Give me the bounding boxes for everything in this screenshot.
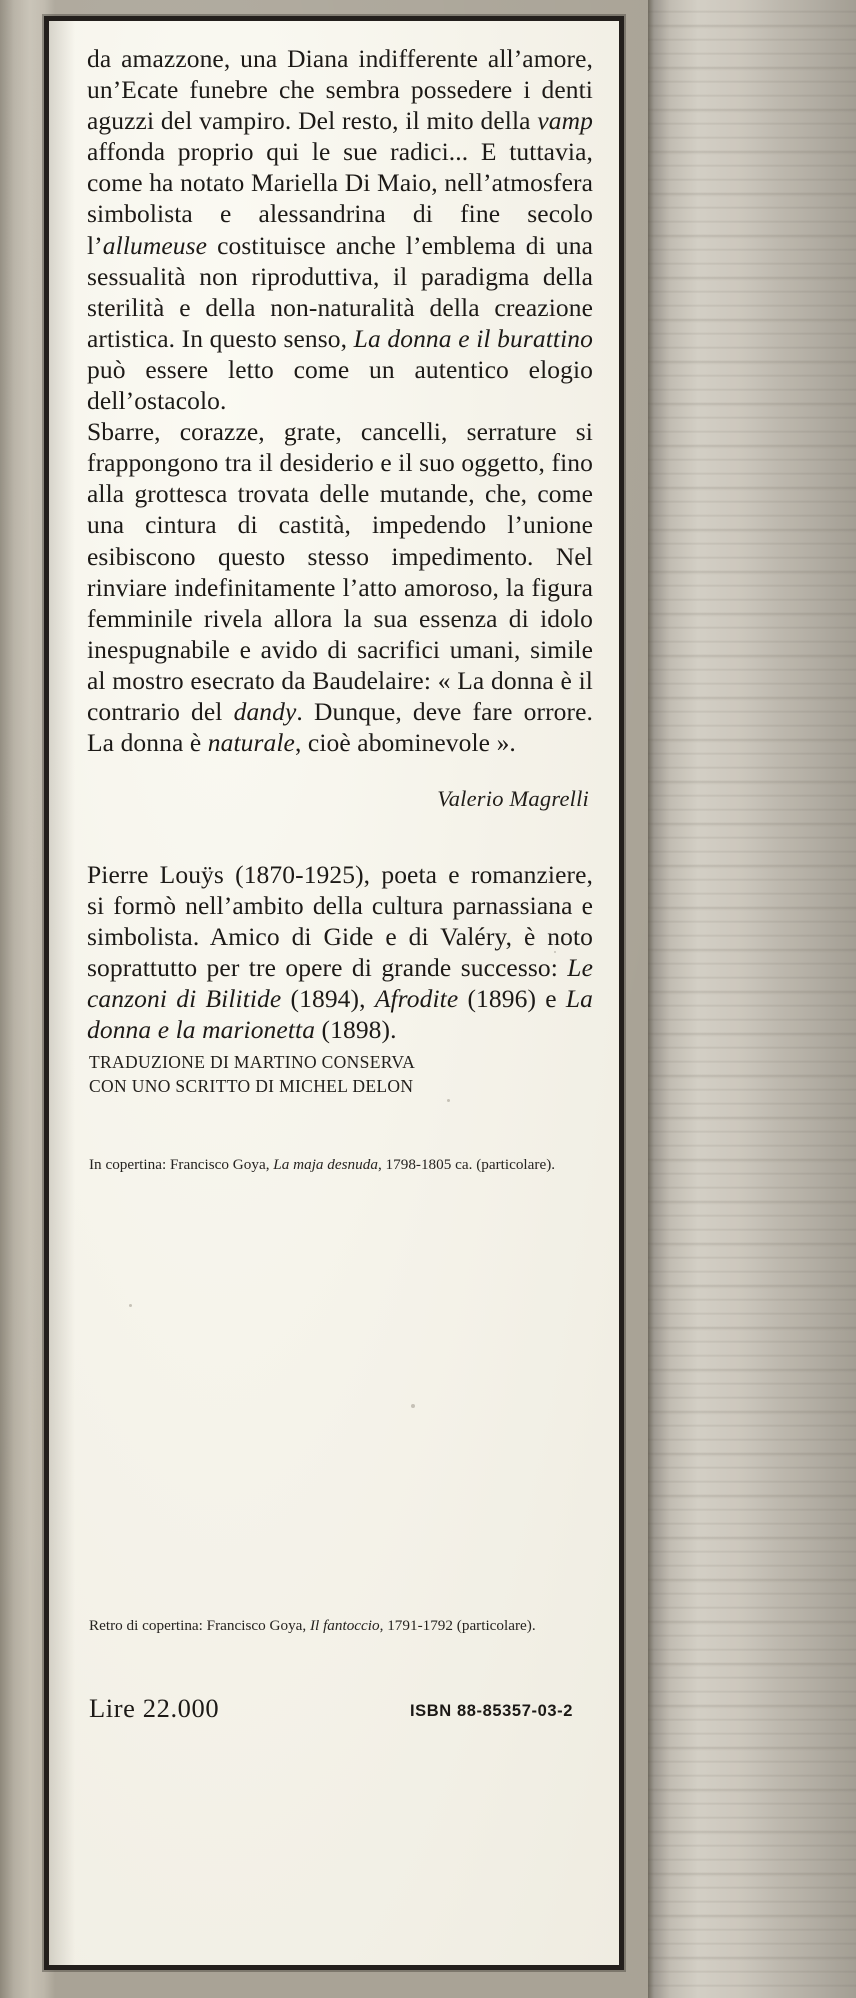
blurb-p2-italic-naturale: naturale	[207, 728, 295, 758]
isbn-label: ISBN 88-85357-03-2	[409, 1702, 573, 1720]
blurb-paragraph-2	[87, 416, 593, 758]
blurb-p2-italic-dandy: dandy	[233, 696, 297, 726]
blurb-p1-italic-vamp: vamp	[537, 106, 593, 136]
blurb-p1-run-2: affonda proprio qui le sue radici... E tuttavia, come ha notato Mariella Di Maio, nell’atmosfera simbolista e alessandrina di fine secolo l’	[87, 137, 593, 260]
back-cover-note-suffix: , 1791-1792 (particolare).	[379, 1617, 536, 1634]
back-cover-note-title: Il fantoccio	[310, 1617, 380, 1634]
bio-italic-marionetta: La donna e la marionetta	[87, 984, 593, 1045]
blurb-p2-run-2: . Dunque, deve fare orrore. La donna è	[87, 696, 594, 758]
bio-italic-afrodite: Afrodite	[374, 984, 459, 1014]
back-cover-art-note	[89, 1617, 587, 1636]
blurb-p1-run-1: da amazzone, una Diana indifferente all’amore, un’Ecate funebre che sembra possedere i denti aguzzi del vampiro. Del resto, il mito della	[87, 44, 593, 136]
cover-paper	[49, 21, 619, 1965]
blurb-p1-italic-title: La donna e il burattino	[353, 323, 593, 353]
credit-translation: TRADUZIONE DI MARTINO CONSERVA	[89, 1052, 416, 1072]
edition-credits	[89, 1051, 415, 1098]
blurb-p1-run-4: può essere letto come un autentico elogio dell’ostacolo.	[87, 354, 593, 416]
author-bio-paragraph	[87, 859, 593, 1046]
bio-italic-bilitide: Le canzoni di Bilitide	[87, 953, 593, 1014]
blurb-p1-run-3: costituisce anche l’emblema di una sessualità non riproduttiva, il paradigma della sterilità e della non-naturalità della creazione artistica. In questo senso,	[87, 230, 593, 353]
bio-run-2: (1894),	[281, 984, 375, 1014]
page-edge-texture	[648, 0, 856, 1998]
bio-run-1: Pierre Louÿs (1870-1925), poeta e romanziere, si formò nell’ambito della cultura parnassiana e simbolista. Amico di Gide e di Valéry, è noto soprattutto per tre opere di grande successo:	[87, 860, 593, 983]
blurb-signature-name: Valerio Magrelli	[437, 786, 589, 811]
author-bio	[87, 859, 593, 1046]
bio-run-3: (1896) e	[458, 984, 566, 1014]
back-cover-note-prefix: Retro di copertina: Francisco Goya,	[89, 1617, 310, 1634]
book-back-cover	[44, 16, 624, 1970]
scan-shadow-band	[49, 21, 75, 1965]
front-cover-note-suffix: , 1798-1805 ca. (particolare).	[377, 1156, 556, 1173]
front-cover-art-note	[89, 1156, 587, 1175]
blurb-text	[87, 43, 593, 758]
price-label: Lire 22.000	[89, 1693, 220, 1723]
blurb-signature	[87, 786, 589, 812]
blurb-paragraph-1	[87, 43, 593, 416]
blurb-p2-run-1: Sbarre, corazze, grate, cancelli, serrature si frappongono tra il desiderio e il suo oggetto, fino alla grottesca trovata delle mutande, che, come una cintura di castità, impedendo l’unione esibiscono questo stesso impedimento. Nel rinviare indefinitamente l’atto amoroso, la figura femminile rivela allora la sua essenza di idolo inespugnabile e avido di sacrifici umani, simile al mostro esecrato da Baudelaire: « La donna è il contrario del	[87, 417, 593, 726]
credit-essay: CON UNO SCRITTO DI MICHEL DELON	[89, 1075, 414, 1096]
blurb-p2-run-3: , cioè abominevole ».	[294, 728, 516, 758]
front-cover-note-prefix: In copertina: Francisco Goya,	[89, 1156, 274, 1173]
blurb-p1-italic-allumeuse: allumeuse	[102, 230, 208, 260]
price-isbn-row	[89, 1693, 587, 1733]
cover-content	[87, 21, 593, 1965]
front-cover-note-title: La maja desnuda	[273, 1156, 378, 1173]
bio-run-4: (1898).	[315, 1015, 397, 1045]
